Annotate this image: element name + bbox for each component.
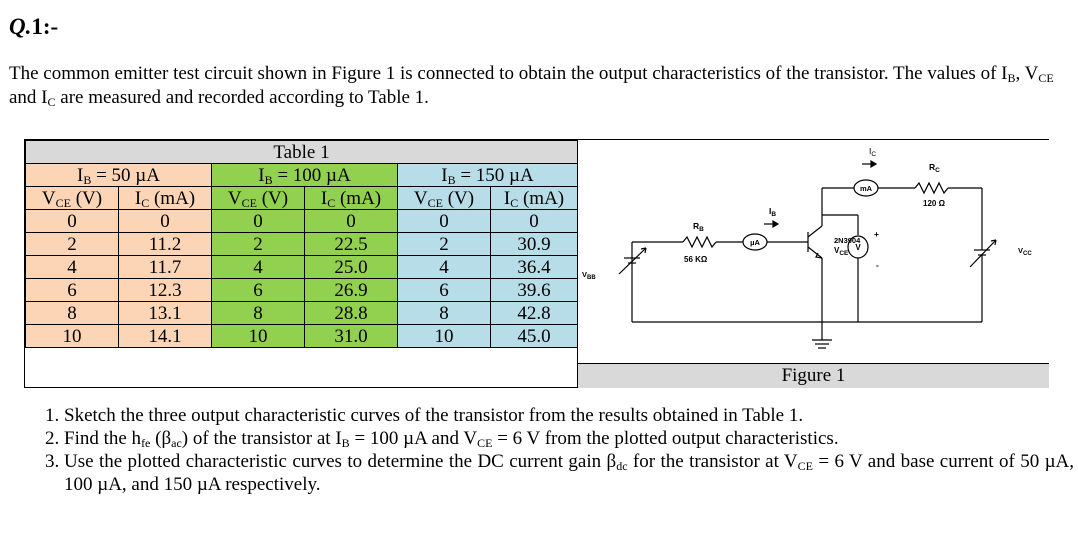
- rb-label: $R_B$: [693, 221, 704, 233]
- vcc-label: $V_{CC}$: [1018, 246, 1032, 257]
- circuit-figure: [577, 140, 1049, 363]
- column-header-row: [26, 187, 578, 210]
- ic-cell: 36.4: [491, 256, 578, 279]
- question-item-2: 2. Find the $h_{fe}$ $(\beta_{ac})$ of the transistor at $I_B = 100$ µA and $V_{CE} = 6$ V from the plotted output characteristics.: [64, 427, 1074, 450]
- table-caption: Table 1: [26, 141, 578, 164]
- intro-text: are measured and recorded according to Table 1.: [55, 87, 429, 108]
- question-number: 1:-: [31, 14, 59, 39]
- question-item-3: 3. Use the plotted characteristic curves to determine the DC current gain $\beta_{dc}$ for the transistor at $V_{CE} = 6$ V and base current of 50 µA, 100 µA, and 150 µA respectively.: [64, 450, 1074, 496]
- ic-cell: 42.8: [491, 302, 578, 325]
- ic-cell: 45.0: [491, 325, 578, 348]
- vce-cell: 4: [26, 256, 119, 279]
- intro-text: The common emitter test circuit shown in Figure 1 is connected to obtain the output characteristics of the transistor. The values of I: [9, 63, 1008, 84]
- question-label: Q.: [9, 14, 32, 39]
- table-figure-frame: [24, 139, 1049, 388]
- circuit-diagram: [578, 140, 1049, 363]
- col-header-vce: $V_{CE}$ (V): [26, 187, 119, 210]
- ic-cell: 22.5: [305, 233, 398, 256]
- ic-cell: 0: [491, 210, 578, 233]
- ic-cell: 13.1: [119, 302, 212, 325]
- question-heading: [9, 14, 58, 40]
- question-list: [16, 404, 1074, 496]
- vce-cell: 10: [398, 325, 491, 348]
- vce-cell: 8: [26, 302, 119, 325]
- vce-cell: 10: [26, 325, 119, 348]
- rc-value: 120 Ω: [923, 199, 945, 208]
- vce-minus: -: [876, 260, 879, 270]
- table-row: [26, 210, 578, 233]
- vce-cell: 6: [398, 279, 491, 302]
- rb-value: 56 KΩ: [684, 255, 708, 264]
- col-header-ic: $I_C$ (mA): [491, 187, 578, 210]
- vce-cell: 8: [398, 302, 491, 325]
- intro-paragraph: [9, 62, 1071, 110]
- vce-cell: 0: [212, 210, 305, 233]
- intro-text: , V: [1015, 63, 1039, 84]
- table-row: [26, 233, 578, 256]
- vbb-label: $V_{BB}$: [582, 270, 596, 281]
- col-header-ic: $I_C$ (mA): [305, 187, 398, 210]
- vce-cell: 2: [212, 233, 305, 256]
- vce-cell: 6: [26, 279, 119, 302]
- ic-cell: 12.3: [119, 279, 212, 302]
- vce-cell: 2: [26, 233, 119, 256]
- ib-label: $I_B$: [769, 206, 777, 218]
- ic-cell: 0: [119, 210, 212, 233]
- rc-label: $R_C$: [929, 162, 940, 174]
- col-header-vce: $V_{CE}$ (V): [398, 187, 491, 210]
- vce-cell: 8: [212, 302, 305, 325]
- table-row: [26, 256, 578, 279]
- vce-cell: 4: [212, 256, 305, 279]
- ic-cell: 0: [305, 210, 398, 233]
- ic-cell: 14.1: [119, 325, 212, 348]
- table-row: [26, 325, 578, 348]
- ic-cell: 30.9: [491, 233, 578, 256]
- intro-text: and I: [9, 87, 48, 108]
- col-header-vce: $V_{CE}$ (V): [212, 187, 305, 210]
- vce-cell: 2: [398, 233, 491, 256]
- measurement-table: [25, 140, 578, 348]
- sub-ce: CE: [1038, 71, 1054, 85]
- ic-cell: 39.6: [491, 279, 578, 302]
- group-header-ib50: $I_B = 50$ µA: [26, 164, 212, 187]
- vce-plus: +: [874, 229, 879, 239]
- vce-cell: 0: [398, 210, 491, 233]
- ic-cell: 11.7: [119, 256, 212, 279]
- figure-caption: Figure 1: [577, 363, 1049, 388]
- ic-cell: 25.0: [305, 256, 398, 279]
- vce-cell: 6: [212, 279, 305, 302]
- vce-cell: 0: [26, 210, 119, 233]
- sub-b: B: [1007, 71, 1016, 85]
- table-row: [26, 279, 578, 302]
- transistor-label: 2N3904: [834, 236, 861, 245]
- vce-cell: 4: [398, 256, 491, 279]
- ic-cell: 26.9: [305, 279, 398, 302]
- table-row: [26, 302, 578, 325]
- vce-cell: 10: [212, 325, 305, 348]
- v-meter-label: V: [855, 243, 861, 252]
- sub-c: C: [47, 95, 56, 109]
- group-header-ib150: $I_B = 150$ µA: [398, 164, 578, 187]
- ua-meter-label: µA: [750, 238, 760, 247]
- ic-label: $I_C$: [869, 146, 877, 158]
- ic-cell: 31.0: [305, 325, 398, 348]
- ma-meter-label: mA: [859, 184, 873, 193]
- group-header-ib100: $I_B = 100$ µA: [212, 164, 398, 187]
- col-header-ic: $I_C$ (mA): [119, 187, 212, 210]
- ic-cell: 11.2: [119, 233, 212, 256]
- vce-label: $V_{CE}$: [834, 246, 849, 257]
- ic-cell: 28.8: [305, 302, 398, 325]
- question-item-1: 1. Sketch the three output characteristic curves of the transistor from the results obtained in Table 1.: [64, 404, 1074, 427]
